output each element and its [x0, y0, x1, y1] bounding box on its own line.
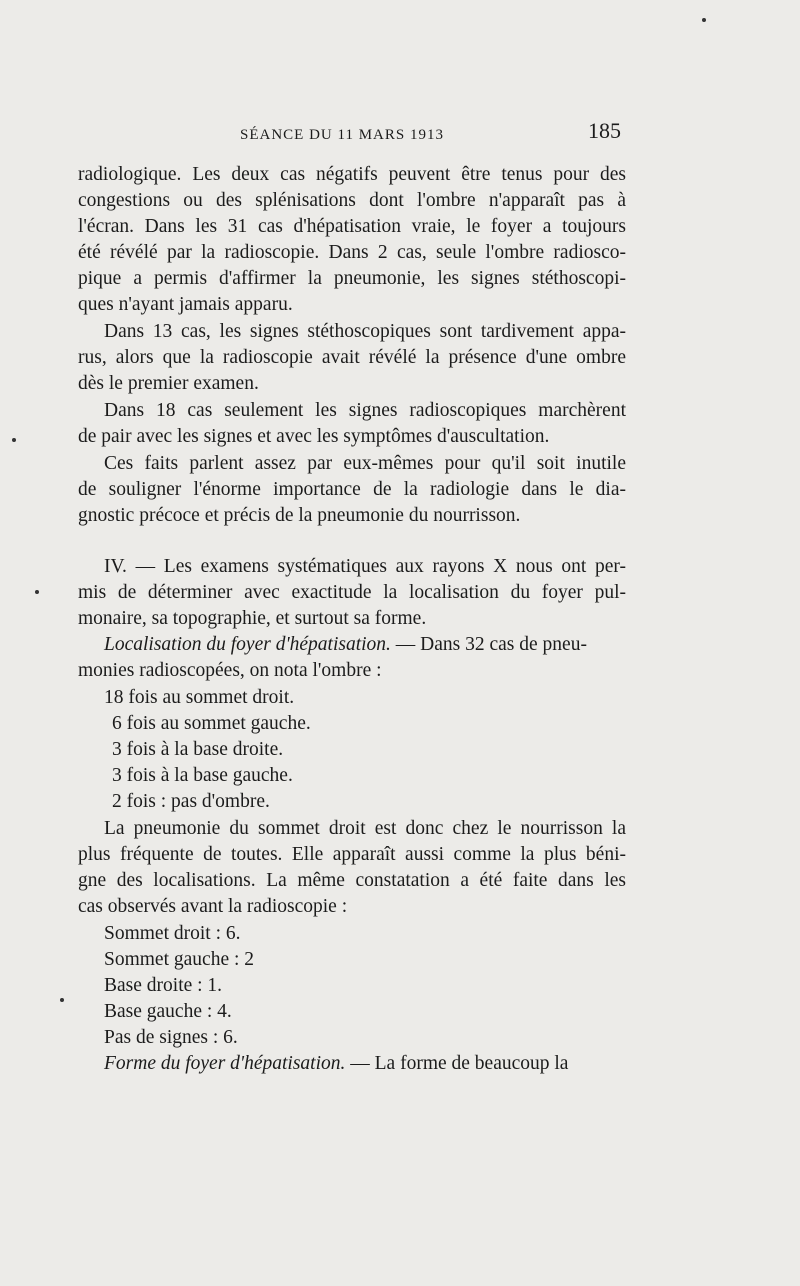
italic-subheading: Localisation du foyer d'hépatisation. [104, 634, 391, 655]
text-line: ques n'ayant jamais apparu. [78, 294, 293, 315]
text-line: plus fréquente de toutes. Elle apparaît aussi comme la plus béni- [78, 844, 626, 865]
text-line: gnostic précoce et précis de la pneumonie du nourrisson. [78, 505, 521, 526]
list-item: 6 fois au sommet gauche. [112, 713, 311, 734]
list-item: 3 fois à la base gauche. [112, 765, 293, 786]
print-speck [60, 998, 64, 1002]
text-line: l'écran. Dans les 31 cas d'hépatisation vraie, le foyer a toujours [78, 216, 626, 237]
paragraph-first-line: Dans 13 cas, les signes stéthoscopiques sont tardivement appa- [104, 321, 626, 342]
italic-subheading-line [104, 1051, 568, 1077]
text-line: monies radioscopées, on nota l'ombre : [78, 660, 382, 681]
italic-subheading: Forme du foyer d'hépatisation. [104, 1053, 346, 1074]
print-speck [12, 438, 16, 442]
italic-subheading-line [104, 632, 587, 658]
list-item: Sommet droit : 6. [104, 923, 241, 944]
text-line: radiologique. Les deux cas négatifs peuvent être tenus pour des [78, 164, 626, 185]
list-item: Base gauche : 4. [104, 1001, 232, 1022]
list-item: Sommet gauche : 2 [104, 949, 255, 970]
section-heading-line: IV. — Les examens systématiques aux rayons X nous ont per- [104, 556, 626, 577]
text-line: rus, alors que la radioscopie avait révélé la présence d'une ombre [78, 347, 626, 368]
text-line: congestions ou des splénisations dont l'ombre n'apparaît pas à [78, 190, 626, 211]
page-number: 185 [588, 118, 621, 143]
paragraph-first-line: Dans 18 cas seulement les signes radioscopiques marchèrent [104, 400, 626, 421]
text-line: monaire, sa topographie, et surtout sa forme. [78, 608, 427, 629]
list-item: 2 fois : pas d'ombre. [112, 791, 270, 812]
subheading-continuation: — Dans 32 cas de pneu- [390, 634, 587, 655]
text-line: dès le premier examen. [78, 373, 259, 394]
text-line: de souligner l'énorme importance de la radiologie dans le dia- [78, 479, 626, 500]
text-line: gne des localisations. La même constatation a été faite dans les [78, 870, 626, 891]
list-item: 3 fois à la base droite. [112, 739, 284, 760]
running-head: SÉANCE DU 11 MARS 1913 [240, 127, 444, 143]
text-line: mis de déterminer avec exactitude la localisation du foyer pul- [78, 582, 626, 603]
list-item: Base droite : 1. [104, 975, 223, 996]
list-item: Pas de signes : 6. [104, 1027, 238, 1048]
subheading-continuation: — La forme de beaucoup la [345, 1053, 569, 1074]
print-speck [702, 18, 706, 22]
list-item: 18 fois au sommet droit. [104, 687, 295, 708]
paragraph-first-line: Ces faits parlent assez par eux-mêmes pour qu'il soit inutile [104, 453, 626, 474]
print-speck [35, 590, 39, 594]
text-line: été révélé par la radioscopie. Dans 2 cas, seule l'ombre radiosco- [78, 242, 626, 263]
paragraph-first-line: La pneumonie du sommet droit est donc chez le nourrisson la [104, 818, 626, 839]
text-line: cas observés avant la radioscopie : [78, 896, 348, 917]
text-line: pique a permis d'affirmer la pneumonie, les signes stéthoscopi- [78, 268, 626, 289]
text-line: de pair avec les signes et avec les symptômes d'auscultation. [78, 426, 550, 447]
